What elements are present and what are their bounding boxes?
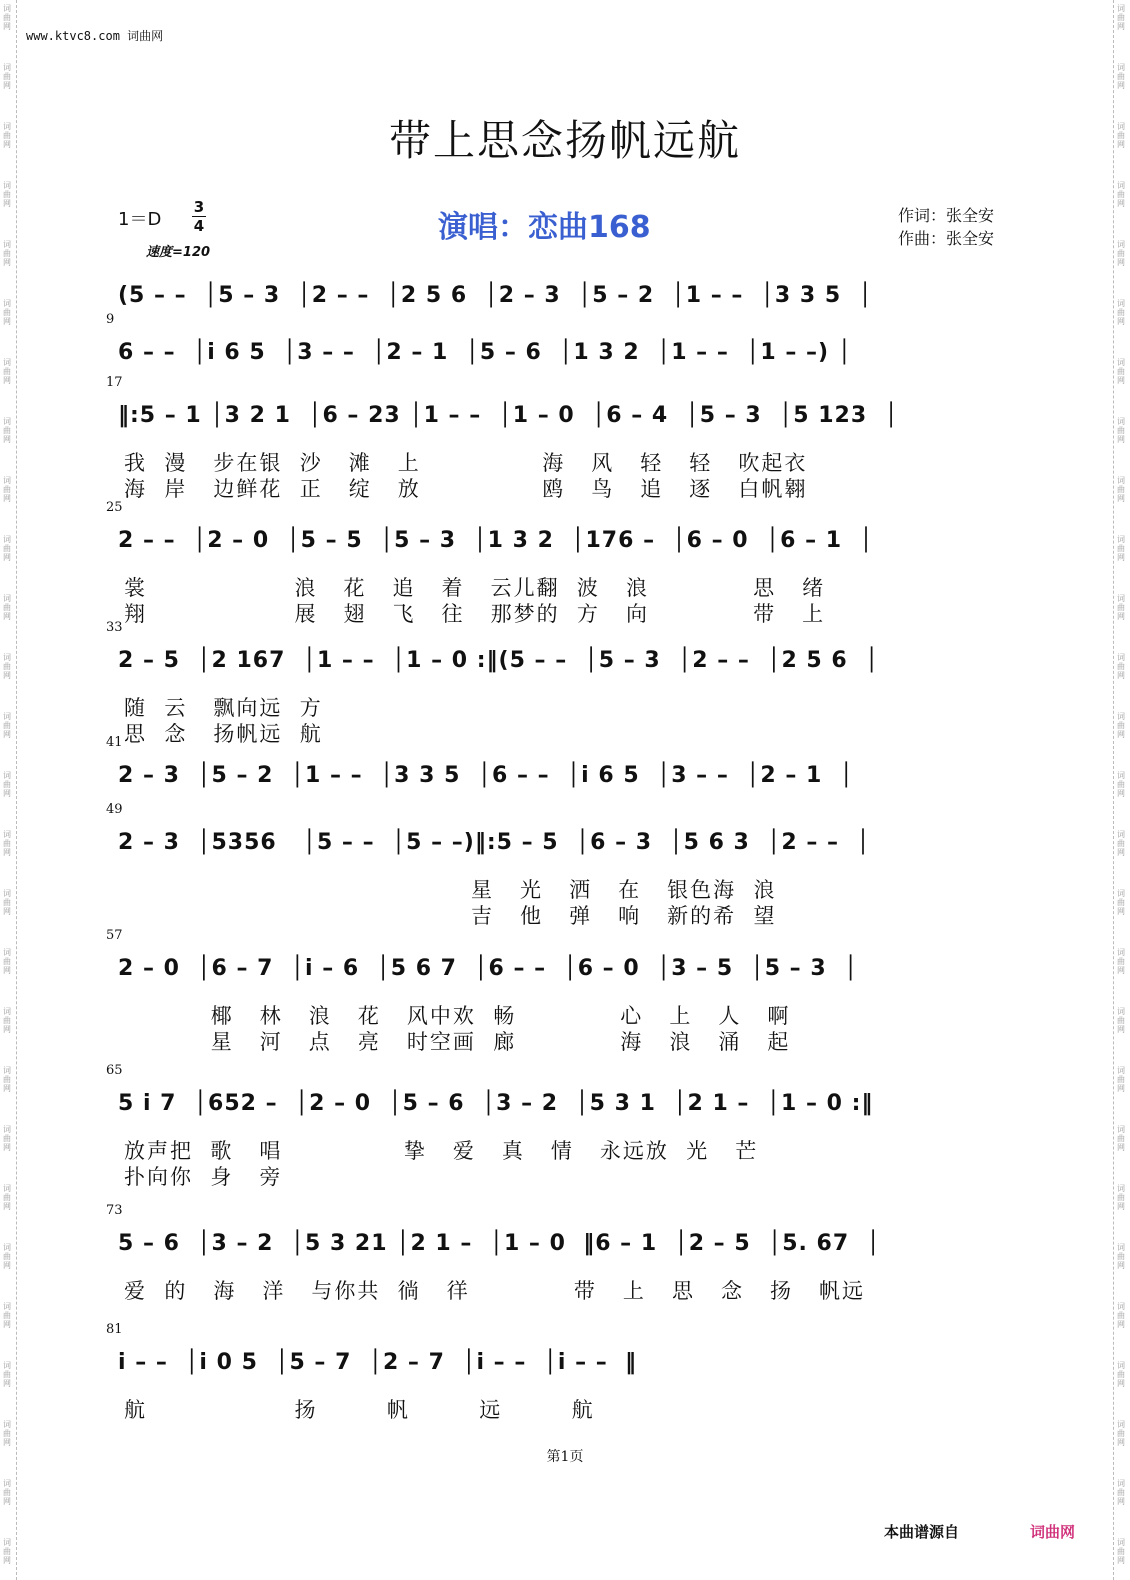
side-watermark: 词 曲 网 bbox=[3, 889, 11, 916]
side-watermark: 词 曲 网 bbox=[1117, 889, 1125, 916]
lyric-line: 吉 他 弹 响 新的希 望 bbox=[124, 904, 777, 928]
lyric-line: 我 漫 步在银 沙 滩 上 海 风 轻 轻 吹起衣 bbox=[124, 451, 808, 475]
side-watermark: 词 曲 网 bbox=[1117, 1361, 1125, 1388]
notation-line: 5 i 7 │652 – │2 – 0 │5 – 6 │3 – 2 │5 3 1 │2 1 – │1 – 0 :‖ bbox=[118, 1091, 874, 1116]
side-watermark: 词 曲 网 bbox=[3, 181, 11, 208]
side-watermark: 词 曲 网 bbox=[3, 1302, 11, 1329]
composer: 作曲：张全安 bbox=[898, 229, 995, 248]
side-watermark: 词 曲 网 bbox=[3, 240, 11, 267]
side-watermark: 词 曲 网 bbox=[3, 1538, 11, 1565]
side-watermark: 词 曲 网 bbox=[3, 1066, 11, 1093]
page-number: 第1页 bbox=[546, 1449, 584, 1465]
side-watermark: 词 曲 网 bbox=[3, 653, 11, 680]
notation-line: 2 – 0 │6 – 7 │i – 6 │5 6 7 │6 – – │6 – 0 │3 – 5 │5 – 3 │ bbox=[118, 956, 859, 981]
notation-line: 5 – 6 │3 – 2 │5 3 21 │2 1 – │1 – 0 ‖6 – 1 │2 – 5 │5. 67 │ bbox=[118, 1231, 881, 1256]
right-margin-strip bbox=[1113, 0, 1130, 1580]
time-bottom: 4 bbox=[193, 217, 205, 235]
notation-line: 2 – 3 │5 – 2 │1 – – │3 3 5 │6 – – │i 6 5 │3 – – │2 – 1 │ bbox=[118, 763, 854, 788]
lyric-line: 爱 的 海 洋 与你共 徜 徉 带 上 思 念 扬 帆远 bbox=[124, 1279, 866, 1303]
site-url[interactable]: www.ktvc8.com 词曲网 bbox=[26, 29, 164, 43]
measure-number: 65 bbox=[106, 1063, 123, 1078]
side-watermark: 词 曲 网 bbox=[3, 358, 11, 385]
measure-number: 73 bbox=[106, 1203, 123, 1218]
singer: 演唱：恋曲168 bbox=[438, 210, 651, 245]
side-watermark: 词 曲 网 bbox=[3, 712, 11, 739]
side-watermark: 词 曲 网 bbox=[1117, 535, 1125, 562]
side-watermark: 词 曲 网 bbox=[1117, 417, 1125, 444]
measure-number: 17 bbox=[106, 375, 123, 390]
side-watermark: 词 曲 网 bbox=[1117, 63, 1125, 90]
lyricist: 作词：张全安 bbox=[898, 206, 995, 225]
side-watermark: 词 曲 网 bbox=[3, 417, 11, 444]
notation-line: ‖:5 – 1 │3 2 1 │6 – 23 │1 – – │1 – 0 │6 – 4 │5 – 3 │5 123 │ bbox=[118, 403, 899, 428]
lyric-line: 椰 林 浪 花 风中欢 畅 心 上 人 啊 bbox=[124, 1004, 791, 1028]
measure-number: 33 bbox=[106, 620, 123, 635]
lyric-line: 海 岸 边鲜花 正 绽 放 鸥 鸟 追 逐 白帆翱 bbox=[124, 477, 808, 501]
time-signature bbox=[192, 198, 206, 235]
side-watermark: 词 曲 网 bbox=[1117, 299, 1125, 326]
song-title: 带上思念扬帆远航 bbox=[388, 116, 741, 165]
side-watermark: 词 曲 网 bbox=[1117, 1420, 1125, 1447]
side-watermark: 词 曲 网 bbox=[3, 1007, 11, 1034]
lyric-line: 放声把 歌 唱 挚 爱 真 情 永远放 光 芒 bbox=[124, 1139, 759, 1163]
lyric-line: 星 光 洒 在 银色海 浪 bbox=[124, 878, 777, 902]
side-watermark: 词 曲 网 bbox=[1117, 476, 1125, 503]
side-watermark: 词 曲 网 bbox=[1117, 830, 1125, 857]
notation-line: 6 – – │i 6 5 │3 – – │2 – 1 │5 – 6 │1 3 2 │1 – – │1 – –) │ bbox=[118, 340, 852, 365]
tempo: 速度=120 bbox=[146, 245, 211, 260]
notation-line: 2 – 3 │5356 │5 – – │5 – –)‖:5 – 5 │6 – 3 │5 6 3 │2 – – │ bbox=[118, 830, 871, 855]
measure-number: 25 bbox=[106, 500, 123, 515]
side-watermark: 词 曲 网 bbox=[1117, 1538, 1125, 1565]
side-watermark: 词 曲 网 bbox=[3, 1243, 11, 1270]
side-watermark: 词 曲 网 bbox=[3, 4, 11, 31]
side-watermark: 词 曲 网 bbox=[3, 1479, 11, 1506]
source-label: 本曲谱源自 bbox=[884, 1523, 960, 1541]
side-watermark: 词 曲 网 bbox=[3, 1184, 11, 1211]
measure-number: 57 bbox=[106, 928, 123, 943]
side-watermark: 词 曲 网 bbox=[1117, 1302, 1125, 1329]
measure-number: 81 bbox=[106, 1322, 123, 1337]
side-watermark: 词 曲 网 bbox=[3, 535, 11, 562]
source-site-link[interactable]: 词曲网 bbox=[1030, 1523, 1076, 1541]
side-watermark: 词 曲 网 bbox=[3, 1361, 11, 1388]
side-watermark: 词 曲 网 bbox=[3, 830, 11, 857]
lyric-line: 思 念 扬帆远 航 bbox=[124, 722, 323, 746]
side-watermark: 词 曲 网 bbox=[3, 63, 11, 90]
side-watermark: 词 曲 网 bbox=[1117, 1125, 1125, 1152]
side-watermark: 词 曲 网 bbox=[1117, 4, 1125, 31]
side-watermark: 词 曲 网 bbox=[1117, 1066, 1125, 1093]
side-watermark: 词 曲 网 bbox=[1117, 771, 1125, 798]
side-watermark: 词 曲 网 bbox=[3, 948, 11, 975]
side-watermark: 词 曲 网 bbox=[1117, 181, 1125, 208]
side-watermark: 词 曲 网 bbox=[1117, 712, 1125, 739]
side-watermark: 词 曲 网 bbox=[1117, 1184, 1125, 1211]
side-watermark: 词 曲 网 bbox=[1117, 1243, 1125, 1270]
side-watermark: 词 曲 网 bbox=[1117, 240, 1125, 267]
side-watermark: 词 曲 网 bbox=[1117, 594, 1125, 621]
lyric-line: 星 河 点 亮 时空画 廊 海 浪 涌 起 bbox=[124, 1030, 791, 1054]
side-watermark: 词 曲 网 bbox=[1117, 358, 1125, 385]
side-watermark: 词 曲 网 bbox=[3, 771, 11, 798]
side-watermark: 词 曲 网 bbox=[3, 1420, 11, 1447]
side-watermark: 词 曲 网 bbox=[3, 122, 11, 149]
time-top: 3 bbox=[193, 198, 205, 216]
notation-line: 2 – 5 │2 167 │1 – – │1 – 0 :‖(5 – – │5 – 3 │2 – – │2 5 6 │ bbox=[118, 648, 880, 673]
side-watermark: 词 曲 网 bbox=[1117, 122, 1125, 149]
side-watermark: 词 曲 网 bbox=[3, 594, 11, 621]
notation-line: 2 – – │2 – 0 │5 – 5 │5 – 3 │1 3 2 │176 – │6 – 0 │6 – 1 │ bbox=[118, 528, 874, 553]
lyric-line: 裳 浪 花 追 着 云儿翻 波 浪 思 绪 bbox=[124, 576, 826, 600]
side-watermark: 词 曲 网 bbox=[1117, 948, 1125, 975]
key-signature: 1＝D bbox=[118, 209, 162, 230]
lyric-line: 航 扬 帆 远 航 bbox=[124, 1398, 595, 1422]
lyric-line: 翔 展 翅 飞 往 那梦的 方 向 带 上 bbox=[124, 602, 826, 626]
lyric-line: 随 云 飘向远 方 bbox=[124, 696, 323, 720]
notation-line: (5 – – │5 – 3 │2 – – │2 5 6 │2 – 3 │5 – 2 │1 – – │3 3 5 │ bbox=[118, 283, 873, 308]
side-watermark: 词 曲 网 bbox=[1117, 1479, 1125, 1506]
side-watermark: 词 曲 网 bbox=[3, 476, 11, 503]
measure-number: 49 bbox=[106, 802, 123, 817]
notation-line: i – – │i 0 5 │5 – 7 │2 – 7 │i – – │i – – ‖ bbox=[118, 1350, 638, 1375]
measure-number: 9 bbox=[106, 312, 115, 327]
side-watermark: 词 曲 网 bbox=[3, 299, 11, 326]
side-watermark: 词 曲 网 bbox=[1117, 653, 1125, 680]
side-watermark: 词 曲 网 bbox=[3, 1125, 11, 1152]
measure-number: 41 bbox=[106, 735, 123, 750]
left-margin-strip bbox=[0, 0, 17, 1580]
lyric-line: 扑向你 身 旁 bbox=[124, 1165, 283, 1189]
side-watermark: 词 曲 网 bbox=[1117, 1007, 1125, 1034]
